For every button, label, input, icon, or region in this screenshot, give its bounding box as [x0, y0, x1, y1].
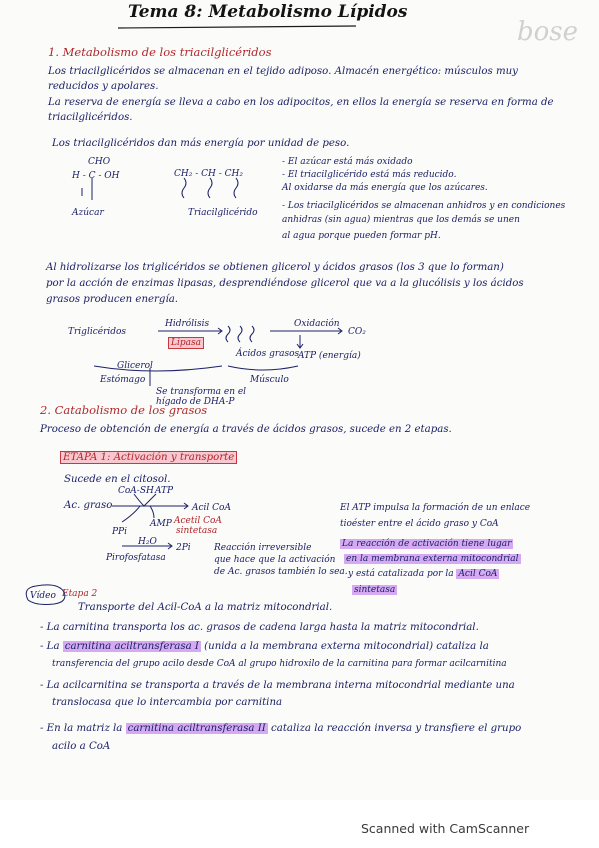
diag-lipasa: Lipasa [168, 337, 204, 349]
section-1-heading: 1. Metabolismo de los triacilglicéridos [48, 45, 272, 59]
diag-estomago: Estómago [100, 375, 146, 385]
s1-p1-l1: Los triacilglicéridos se almacenan en el tejido adiposo. Almacén energético: músculos muy [48, 66, 518, 77]
faint-bleed-through [509, 0, 599, 70]
s1-p4-l3: grasos producen energía. [46, 294, 179, 305]
list-item-4: - En la matriz la carnitina aciltransferasa II cataliza la reacción inversa y transfiere el grupo [40, 723, 522, 734]
diag-atp: ATP (energía) [298, 351, 361, 361]
diag-transforma-1: Se transforma en el [156, 387, 247, 397]
struct-hcoh: H - C - OH [72, 171, 120, 181]
reac-irrev-3: de Ac. grasos también lo sea. [214, 567, 348, 577]
highlight-line-4: sintetasa [354, 585, 396, 595]
video-note: Vídeo [30, 591, 56, 601]
s1-bullet-1: - El azúcar está más oxidado [282, 157, 413, 167]
reac-enzima-2: sintetasa [176, 526, 218, 536]
reac-coash: CoA-SH [118, 486, 154, 496]
reac-irrev-1: Reacción irreversible [214, 543, 312, 553]
diag-acidos-grasos: Ácidos grasos [236, 349, 300, 359]
highlight-line-3: y está catalizada por la Acil CoA [348, 569, 498, 579]
s1-bullet-2: - El triacilglicérido está más reducido. [282, 170, 457, 180]
list-item-3: - La acilcarnitina se transporta a través de la membrana interna mitocondrial mediante una [40, 680, 515, 691]
reac-atp: ATP [155, 486, 174, 496]
reac-2pi: 2Pi [176, 543, 191, 553]
atp-note-2: tioéster entre el ácido graso y CoA [340, 519, 499, 529]
s1-p2-l2: triacilglicéridos. [48, 112, 133, 123]
reac-enzima-1: Acetil CoA [174, 516, 222, 526]
struct-tg-top: CH₂ - CH - CH₂ [174, 169, 243, 179]
reac-acilcoa: Acil CoA [192, 503, 231, 513]
struct-cho: CHO [88, 157, 111, 167]
scanner-watermark: Scanned with CamScanner [361, 821, 530, 836]
etapa-2-label: Etapa 2 [62, 589, 98, 599]
diag-co2: CO₂ [348, 327, 366, 337]
s1-p4-l2: por la acción de enzimas lipasas, desprendiéndose glicerol que va a la glucólisis y los ácidos [46, 278, 524, 289]
transporte-heading: Transporte del Acil-CoA a la matriz mitocondrial. [78, 602, 333, 613]
diag-glicerol: Glicerol [117, 361, 153, 371]
svg-text:bose: bose [517, 17, 579, 47]
reac-ppi: PPi [112, 527, 127, 537]
s1-bullet-6: al agua porque pueden formar pH. [282, 231, 441, 241]
atp-note-1: El ATP impulsa la formación de un enlace [340, 503, 531, 513]
list-item-2-cont: transferencia del grupo acilo desde CoA al grupo hidroxilo de la carnitina para formar acilcarnitina [52, 659, 507, 669]
section-2-heading: 2. Catabolismo de los grasos [40, 403, 208, 417]
s1-bullet-3: Al oxidarse da más energía que los azúcares. [282, 183, 488, 193]
struct-azucar: Azúcar [72, 208, 104, 218]
s1-p3: Los triacilglicéridos dan más energía por unidad de peso. [52, 138, 350, 149]
s1-p1-l2: reducidos y apolares. [48, 81, 159, 92]
struct-tg-label: Triacilglicérido [188, 208, 258, 218]
etapa-1-heading: ETAPA 1: Activación y transporte [60, 452, 237, 464]
reac-acgraso: Ac. graso [64, 500, 113, 511]
reac-amp: AMP [150, 519, 172, 529]
s1-p4-l1: Al hidrolizarse los triglicéridos se obtienen glicerol y ácidos grasos (los 3 que lo forman) [46, 262, 504, 273]
reac-pirofosfatasa: Pirofosfatasa [106, 553, 166, 563]
list-item-1: - La carnitina transporta los ac. grasos de cadena larga hasta la matriz mitocondrial. [40, 622, 479, 633]
s1-bullet-4: - Los triacilglicéridos se almacenan anhidros y en condiciones [282, 201, 566, 211]
reac-h2o: H₂O [138, 537, 157, 547]
page-title: Tema 8: Metabolismo Lípidos [128, 2, 408, 22]
s1-bullet-5: anhidras (sin agua) mientras que los demás se unen [282, 215, 520, 225]
list-item-3-cont: translocasa que lo intercambia por carnitina [52, 697, 283, 708]
list-item-4-cont: acilo a CoA [52, 741, 111, 752]
diag-hidrolisis: Hidrólisis [165, 319, 210, 329]
diag-transforma-2: hígado de DHA-P [156, 397, 235, 407]
reac-irrev-2: que hace que la activación [214, 555, 336, 565]
highlight-line-2: en la membrana externa mitocondrial [346, 554, 519, 564]
diag-triglicéridos: Triglicéridos [68, 327, 127, 337]
s2-citosol: Sucede en el citosol. [64, 474, 171, 485]
diag-musculo: Músculo [250, 375, 289, 385]
diag-oxidacion: Oxidación [294, 319, 340, 329]
s1-p2-l1: La reserva de energía se lleva a cabo en los adipocitos, en ellos la energía se reserva en forma de [48, 97, 554, 108]
s2-intro: Proceso de obtención de energía a través de ácidos grasos, sucede en 2 etapas. [40, 424, 452, 435]
list-item-2: - La carnitina aciltransferasa I (unida a la membrana externa mitocondrial) cataliza la [40, 641, 489, 652]
highlight-line-1: La reacción de activación tiene lugar [342, 539, 512, 549]
